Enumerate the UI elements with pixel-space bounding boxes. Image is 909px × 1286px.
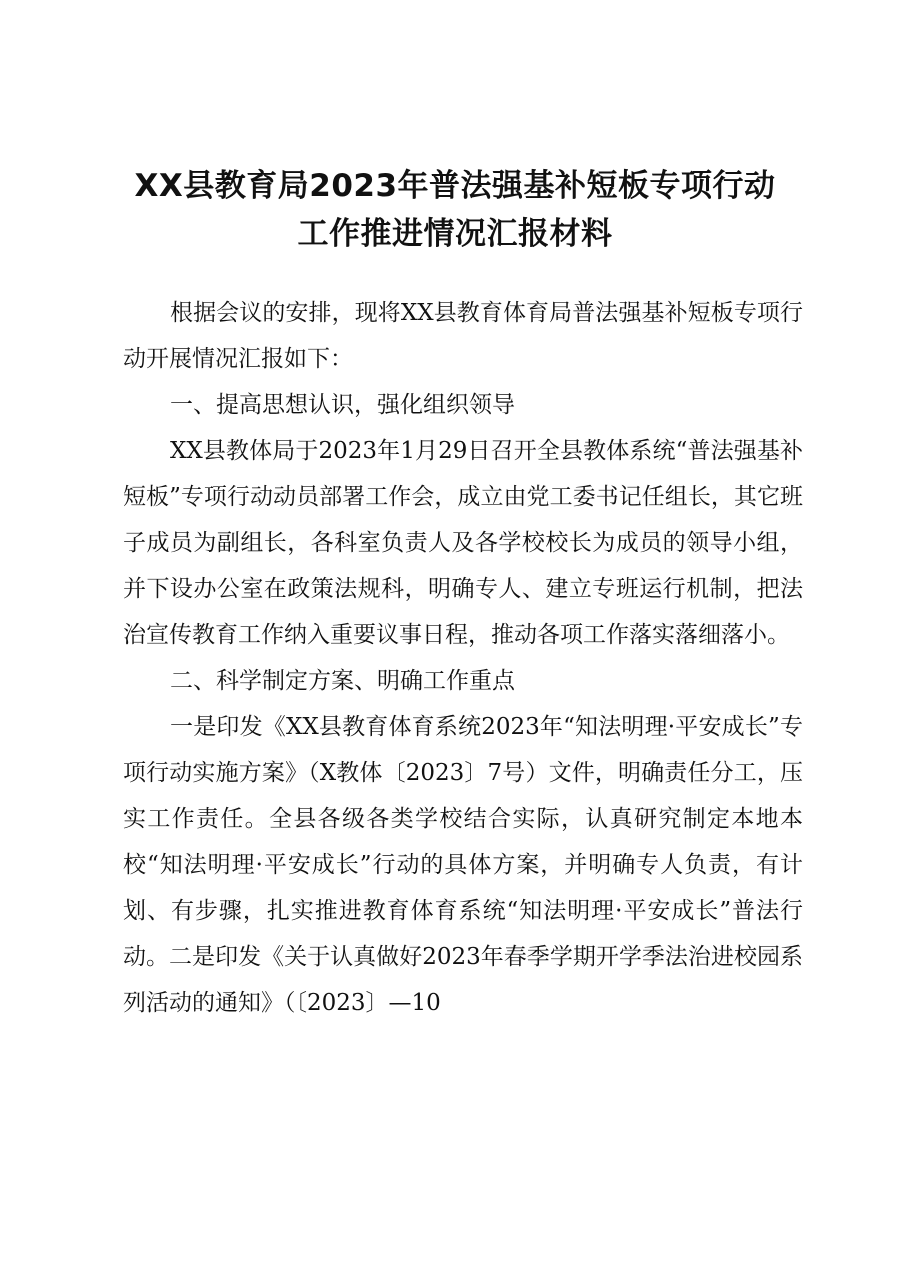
- intro-paragraph: 根据会议的安排，现将XX县教育体育局普法强基补短板专项行动开展情况汇报如下：: [123, 300, 803, 372]
- section-2-heading: 二、科学制定方案、明确工作重点: [170, 668, 515, 694]
- section-1-paragraph: XX县教体局于2023年1月29日召开全县教体系统“普法强基补短板”专项行动动员部署工作会，成立由党工委书记任组长，其它班子成员为副组长，各科室负责人及各学校校长为成员的领导小组，并下设办公室在政策法规科，明确专人、建立专班运行机制，把法治宣传教育工作纳入重要议事日程，推动各项工作落实落细落小。: [123, 438, 803, 648]
- section-2-paragraph: 一是印发《XX县教育体育系统2023年“知法明理·平安成长”专项行动实施方案》（X教体〔2023〕7号）文件，明确责任分工，压实工作责任。全县各级各类学校结合实际，认真研究制定本地本校“知法明理·平安成长”行动的具体方案，并明确专人负责，有计划、有步骤，扎实推进教育体育系统“知法明理·平安成长”普法行动。二是印发《关于认真做好2023年春季学期开学季法治进校园系列活动的通知》（〔2023〕—10: [123, 714, 803, 1016]
- document-body: [123, 290, 803, 1026]
- document-title-line-1: XX县教育局2023年普法强基补短板专项行动: [134, 168, 776, 204]
- document-title-line-2: 工作推进情况汇报材料: [297, 216, 613, 252]
- section-1-heading: 一、提高思想认识，强化组织领导: [170, 392, 515, 418]
